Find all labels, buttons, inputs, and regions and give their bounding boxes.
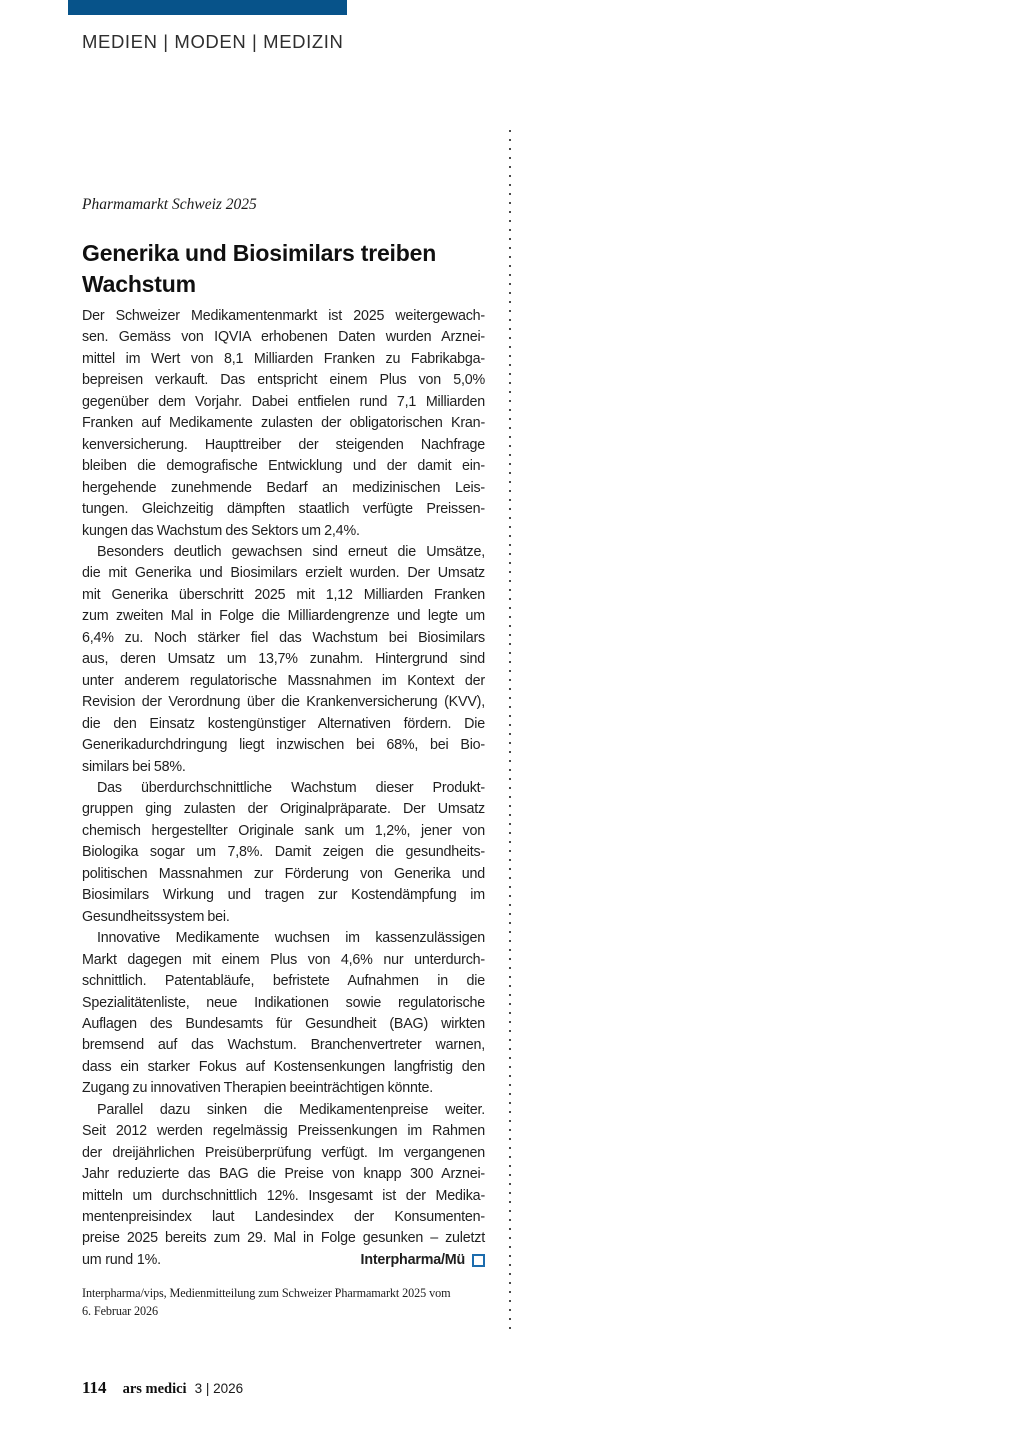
article-text-line: kenversicherung. Haupttreiber der steigenden Nachfrage [82, 436, 485, 453]
article-text-line: Seit 2012 werden regelmässig Preissenkungen im Rahmen [82, 1123, 485, 1140]
article-text-line: Parallel dazu sinken die Medikamentenpreise weiter. [97, 1101, 485, 1118]
article-text-line: aus, deren Umsatz um 13,7% zunahm. Hintergrund sind [82, 651, 485, 668]
article-text-line: Franken auf Medikamente zulasten der obligatorischen Kran- [82, 415, 485, 432]
magazine-name: ars medici [122, 1381, 187, 1397]
article-text-line: gegenüber dem Vorjahr. Dabei entfielen rund 7,1 Milliarden [82, 393, 485, 410]
column-divider-dotted-line [509, 130, 511, 1330]
article-text-line: preise 2025 bereits zum 29. Mal in Folge gesunken – zuletzt [82, 1230, 485, 1247]
article-text-line: die den Einsatz kostengünstiger Alternativen fördern. Die [82, 715, 485, 732]
article-text-line: schnittlich. Patentabläufe, befristete Aufnahmen in die [82, 973, 485, 990]
article-text-line: dass ein starker Fokus auf Kostensenkungen langfristig den [82, 1058, 485, 1075]
article-text-line: sen. Gemäss von IQVIA erhobenen Daten wurden Arznei- [82, 329, 485, 346]
article-text-line: mittel im Wert von 8,1 Milliarden Franken zu Fabrikabga- [82, 350, 485, 367]
signoff-text: um rund 1%. [82, 1251, 161, 1268]
article-text-line: Zugang zu innovativen Therapien beeinträchtigen könnte. [82, 1080, 434, 1097]
article-text-line: Spezialitätenliste, neue Indikationen sowie regulatorische [82, 994, 485, 1011]
source-footnote [82, 1285, 485, 1320]
signoff-author-block [361, 1250, 485, 1271]
issue-label: 3 | 2026 [194, 1381, 244, 1396]
article-text-line: kungen das Wachstum des Sektors um 2,4%. [82, 522, 360, 539]
article-text-line: die mit Generika und Biosimilars erzielt wurden. Der Umsatz [82, 565, 485, 582]
signoff-line [82, 1250, 485, 1271]
article-title: Generika und Biosimilars treiben Wachstum [82, 240, 437, 297]
article-text-line: Revision der Verordnung über die Krankenversicherung (KVV), [82, 694, 485, 711]
article-body [82, 306, 485, 1250]
article-text-line: politischen Massnahmen zur Förderung von Generika und [82, 865, 485, 882]
article-text-line: der dreijährlichen Preisüberprüfung verfügt. Im vergangenen [82, 1144, 485, 1161]
article-text-line: chemisch hergestellter Originale sank um 1,2%, jener von [82, 822, 485, 839]
article-text-line: Innovative Medikamente wuchsen im kassenzulässigen [97, 930, 485, 947]
article-text-line: Auflagen des Bundesamts für Gesundheit (BAG) wirkten [82, 1015, 485, 1032]
article-text-line: unter anderem regulatorische Massnahmen im Kontext der [82, 672, 485, 689]
article-text-line: Besonders deutlich gewachsen sind erneut die Umsätze, [97, 543, 485, 560]
article-text-line: bleiben die demografische Entwicklung und der damit ein- [82, 458, 485, 475]
article-text-line: Der Schweizer Medikamentenmarkt ist 2025 weitergewach- [82, 308, 485, 324]
article-text-line: gruppen ging zulasten der Originalpräparate. Der Umsatz [82, 801, 485, 818]
article-text-line: mentenpreisindex laut Landesindex der Konsumenten- [82, 1209, 485, 1226]
footnote-line: Interpharma/vips, Medienmitteilung zum Schweizer Pharmamarkt 2025 vom [82, 1286, 451, 1301]
article-text-line: tungen. Gleichzeitig dämpften staatlich verfügte Preissen- [82, 501, 485, 518]
article-author: Interpharma/Mü [360, 1251, 465, 1268]
article-text-line: Das überdurchschnittliche Wachstum dieser Produkt- [97, 779, 485, 796]
article-text-line: 6,4% zu. Noch stärker fiel das Wachstum bei Biosimilars [82, 629, 485, 646]
article-text-line: hergehende zunehmende Bedarf an medizinischen Leis- [82, 479, 485, 496]
article [82, 196, 485, 1320]
article-text-line: zum zweiten Mal in Folge die Milliardengrenze und legte um [82, 608, 485, 625]
top-accent-bar [68, 0, 347, 15]
footnote-line: 6. Februar 2026 [82, 1303, 159, 1318]
end-of-article-square-icon [472, 1254, 485, 1267]
article-text-line: similars bei 58%. [82, 758, 186, 775]
article-text-line: Biosimilars Wirkung und tragen zur Kostendämpfung im [82, 887, 485, 904]
article-text-line: mit Generika überschritt 2025 mit 1,12 Milliarden Franken [82, 586, 485, 603]
article-text-line: Biologika sogar um 7,8%. Damit zeigen die gesundheits- [82, 844, 485, 861]
page-number: 114 [82, 1378, 107, 1397]
article-text-line: bepreisen verkauft. Das entspricht einem Plus von 5,0% [82, 372, 485, 389]
article-text-line: bremsend auf das Wachstum. Branchenvertreter warnen, [82, 1037, 485, 1054]
section-header: MEDIEN | MODEN | MEDIZIN [82, 31, 344, 52]
article-text-line: Markt dagegen mit einem Plus von 4,6% nur unterdurch- [82, 951, 485, 968]
article-text-line: Gesundheitssystem bei. [82, 908, 230, 925]
page-footer [82, 1378, 243, 1398]
article-text-line: Jahr reduzierte das BAG die Preise von knapp 300 Arznei- [82, 1166, 485, 1183]
article-kicker: Pharmamarkt Schweiz 2025 [82, 196, 257, 213]
article-text-line: Generikadurchdringung liegt inzwischen bei 68%, bei Bio- [82, 737, 485, 754]
article-text-line: mitteln um durchschnittlich 12%. Insgesamt ist der Medika- [82, 1187, 485, 1204]
